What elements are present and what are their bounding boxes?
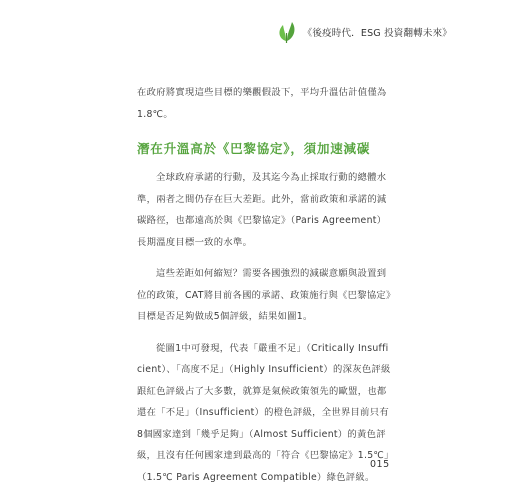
- section-heading: 潛在升溫高於《巴黎協定》，須加速減碳: [137, 141, 371, 156]
- leaf-icon: [274, 19, 300, 45]
- running-header: [274, 19, 452, 45]
- paragraph-2: 全球政府承諾的行動，及其迄今為止採取行動的總體水準，兩者之間仍存在巨大差距。此外，當前政策和承諾的減碳路徑，也都遠高於與《巴黎協定》（Paris Agreement）長期溫度目標一致的水準。: [137, 172, 387, 248]
- page-content: [137, 82, 392, 488]
- paragraph-1: 在政府將實現這些目標的樂觀假設下，平均升溫估計值僅為1.8℃。: [137, 87, 387, 120]
- paragraph-3: 這些差距如何縮短？需要各國強烈的減碳意願與設置到位的政策，CAT將目前各國的承諾、政策施行與《巴黎協定》目標是否足夠做成5個評級，結果如圖1。: [137, 268, 391, 322]
- book-title: 《後疫時代．ESG 投資翻轉未來》: [302, 28, 452, 39]
- page-number: 015: [370, 459, 390, 470]
- paragraph-4: 從圖1中可發現，代表「嚴重不足」（Critically Insufficient）、「高度不足」（Highly Insufficient）的深灰色評級跟紅色評級占了大多數，就算是氣候政策領先的歐盟，也都還在「不足」（Insufficient）的橙色評級，全世界目前只有8個國家達到「幾乎足夠」（Almost Sufficient）的黃色評級，且沒有任何國家達到最高的「符合《巴黎協定》1.5℃」（1.5℃ Paris Agreement Compatible）綠色評級。: [137, 342, 391, 483]
